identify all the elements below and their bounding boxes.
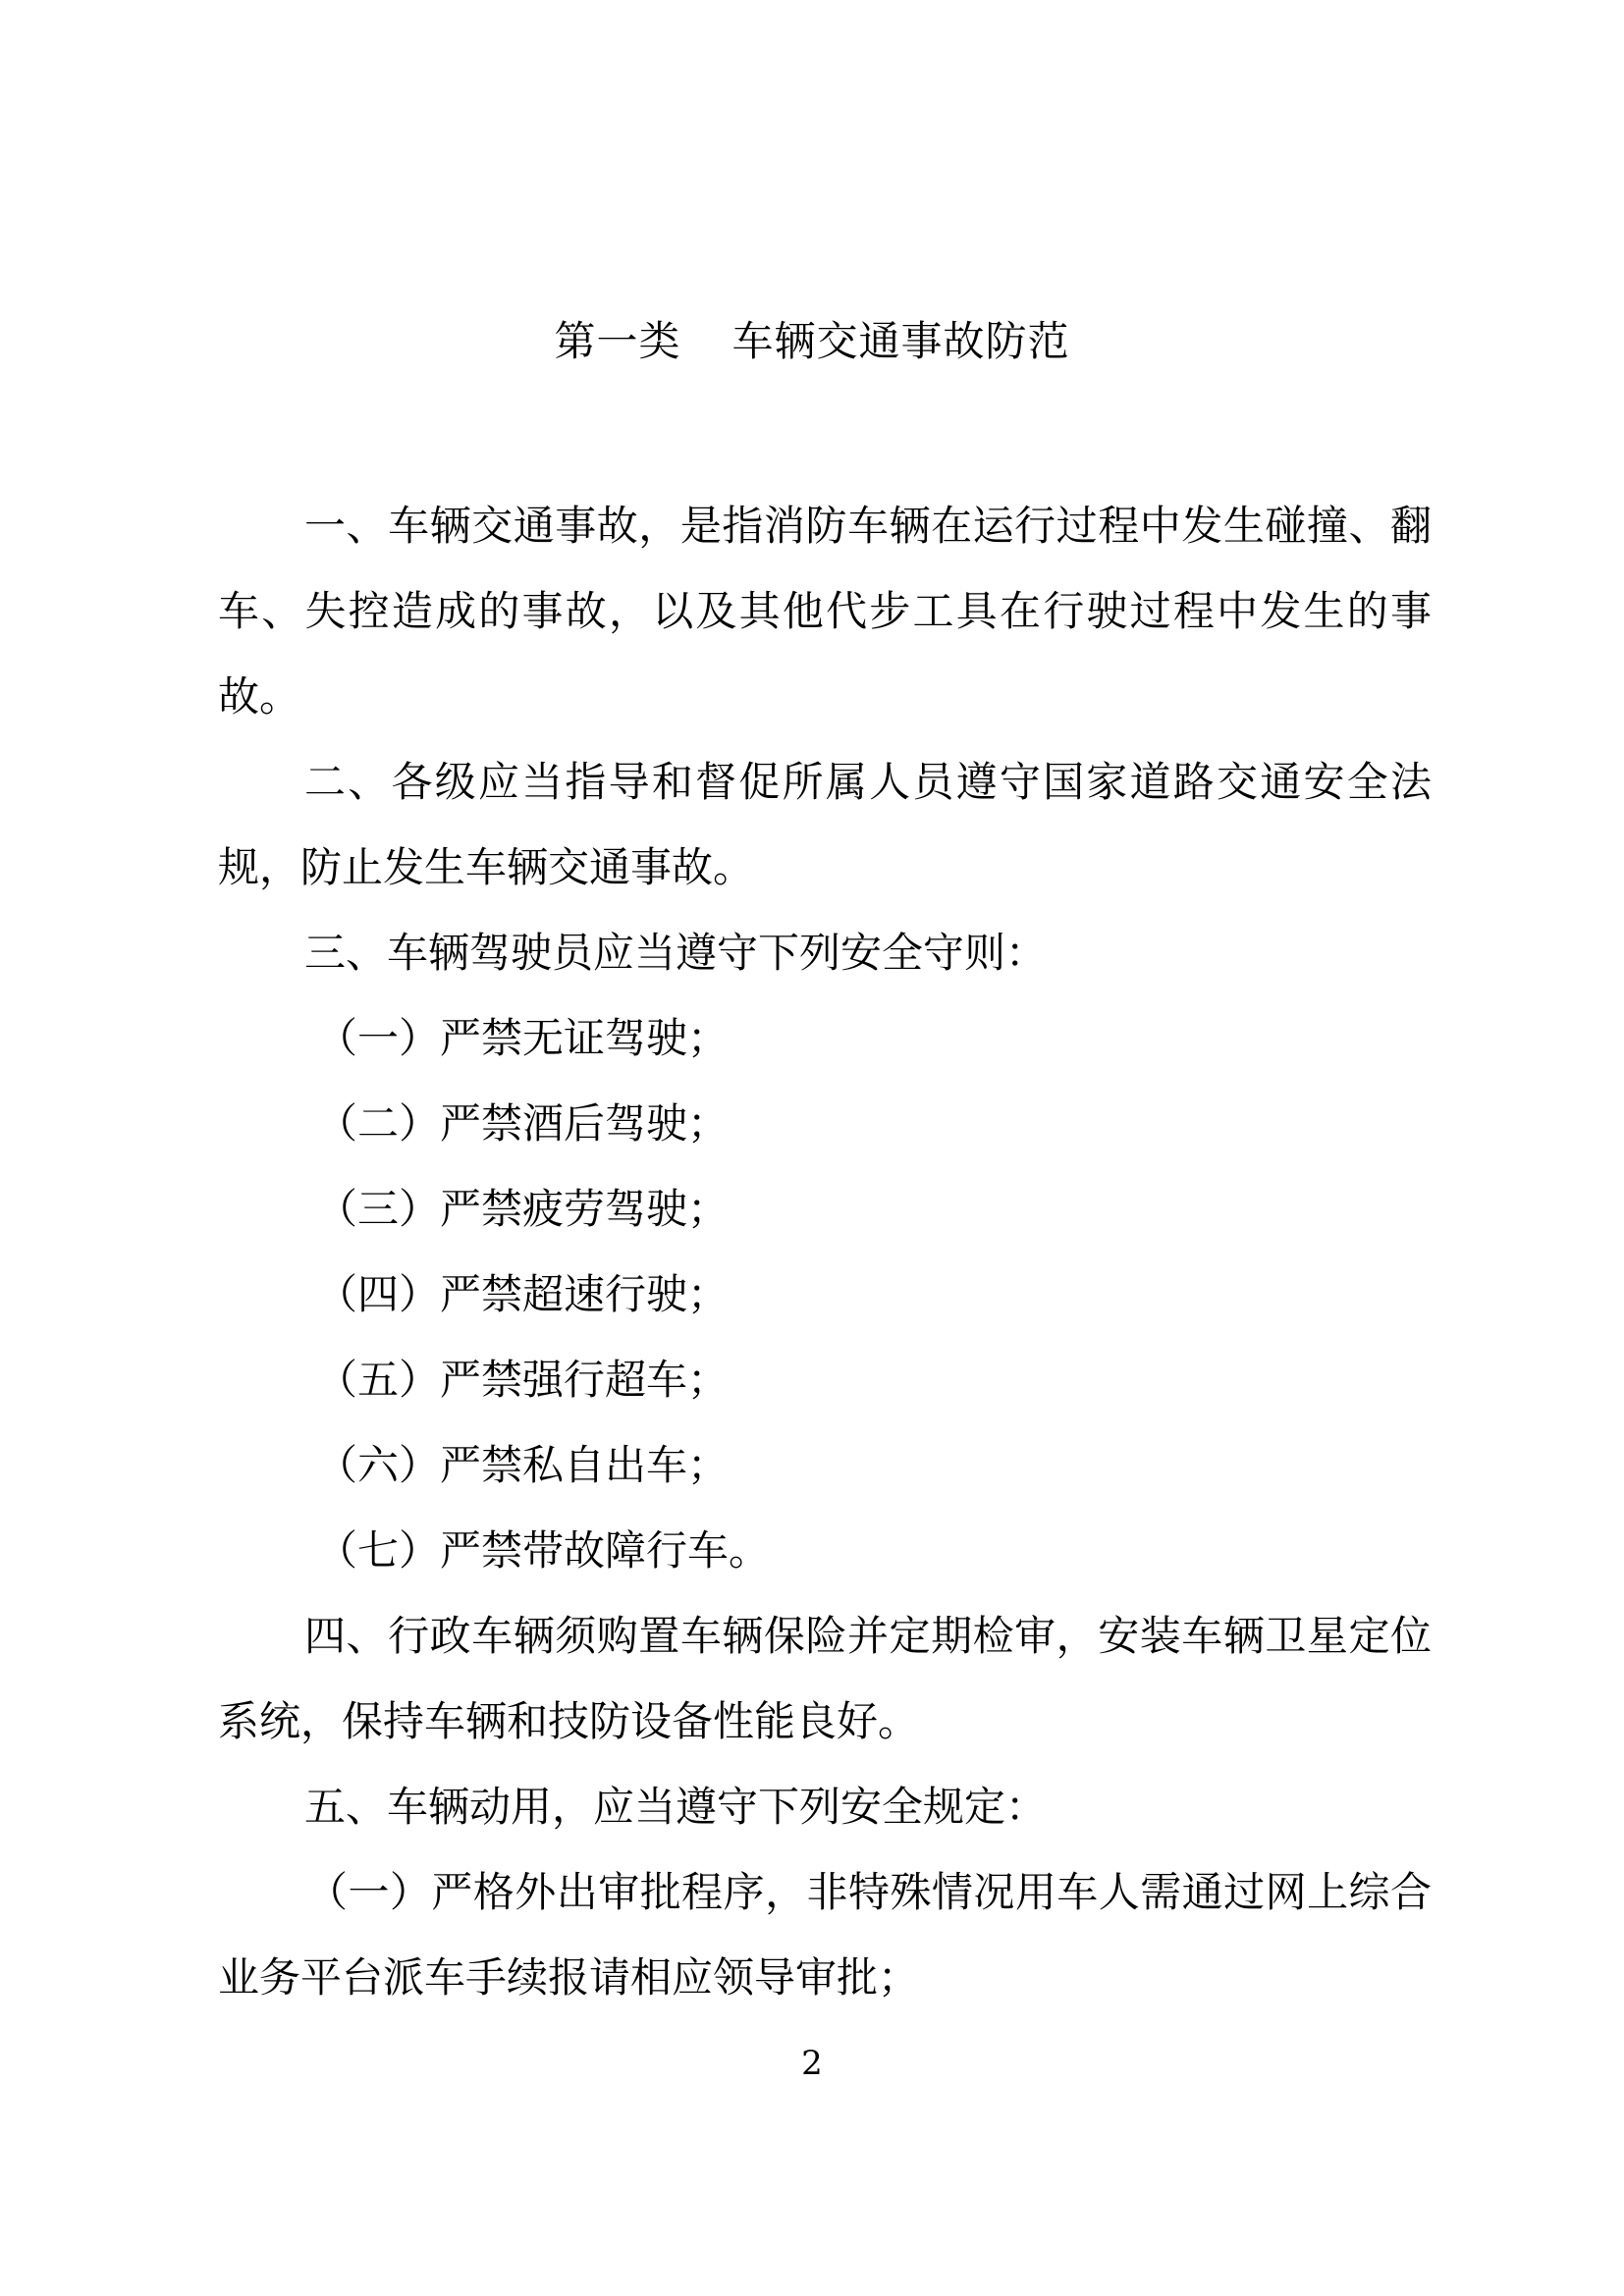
section-title-category: 第一类 (554, 317, 681, 365)
paragraph-1: 一、车辆交通事故，是指消防车辆在运行过程中发生碰撞、翻车、失控造成的事故，以及其他代步工具在行驶过程中发生的事故。 (218, 502, 1432, 721)
page-number: 2 (801, 2044, 823, 2083)
rule-item-7: （七）严禁带故障行车。 (316, 1526, 771, 1575)
rule-item-5: （五）严禁强行超车； (316, 1356, 730, 1404)
rule-item-1: （一）严禁无证驾驶； (316, 1014, 730, 1062)
paragraph-2: 二、各级应当指导和督促所属人员遵守国家道路交通安全法规，防止发生车辆交通事故。 (218, 758, 1432, 891)
document-body (218, 483, 1432, 2020)
section-title (0, 312, 1624, 371)
rule-item-2: （二）严禁酒后驾驶； (316, 1099, 730, 1148)
section-title-subject: 车辆交通事故防范 (731, 317, 1070, 365)
paragraph-5: 五、车辆动用，应当遵守下列安全规定： (304, 1783, 1048, 1831)
rule-5-item-1: （一）严格外出审批程序，非特殊情况用车人需通过网上综合业务平台派车手续报请相应领导审批； (218, 1868, 1432, 2002)
paragraph-4: 四、行政车辆须购置车辆保险并定期检审，安装车辆卫星定位系统，保持车辆和技防设备性能良好。 (218, 1612, 1432, 1745)
rule-item-4: （四）严禁超速行驶； (316, 1270, 730, 1318)
rule-item-6: （六）严禁私自出车； (316, 1441, 730, 1489)
paragraph-3: 三、车辆驾驶员应当遵守下列安全守则： (304, 929, 1048, 977)
rule-item-3: （三）严禁疲劳驾驶； (316, 1185, 730, 1233)
